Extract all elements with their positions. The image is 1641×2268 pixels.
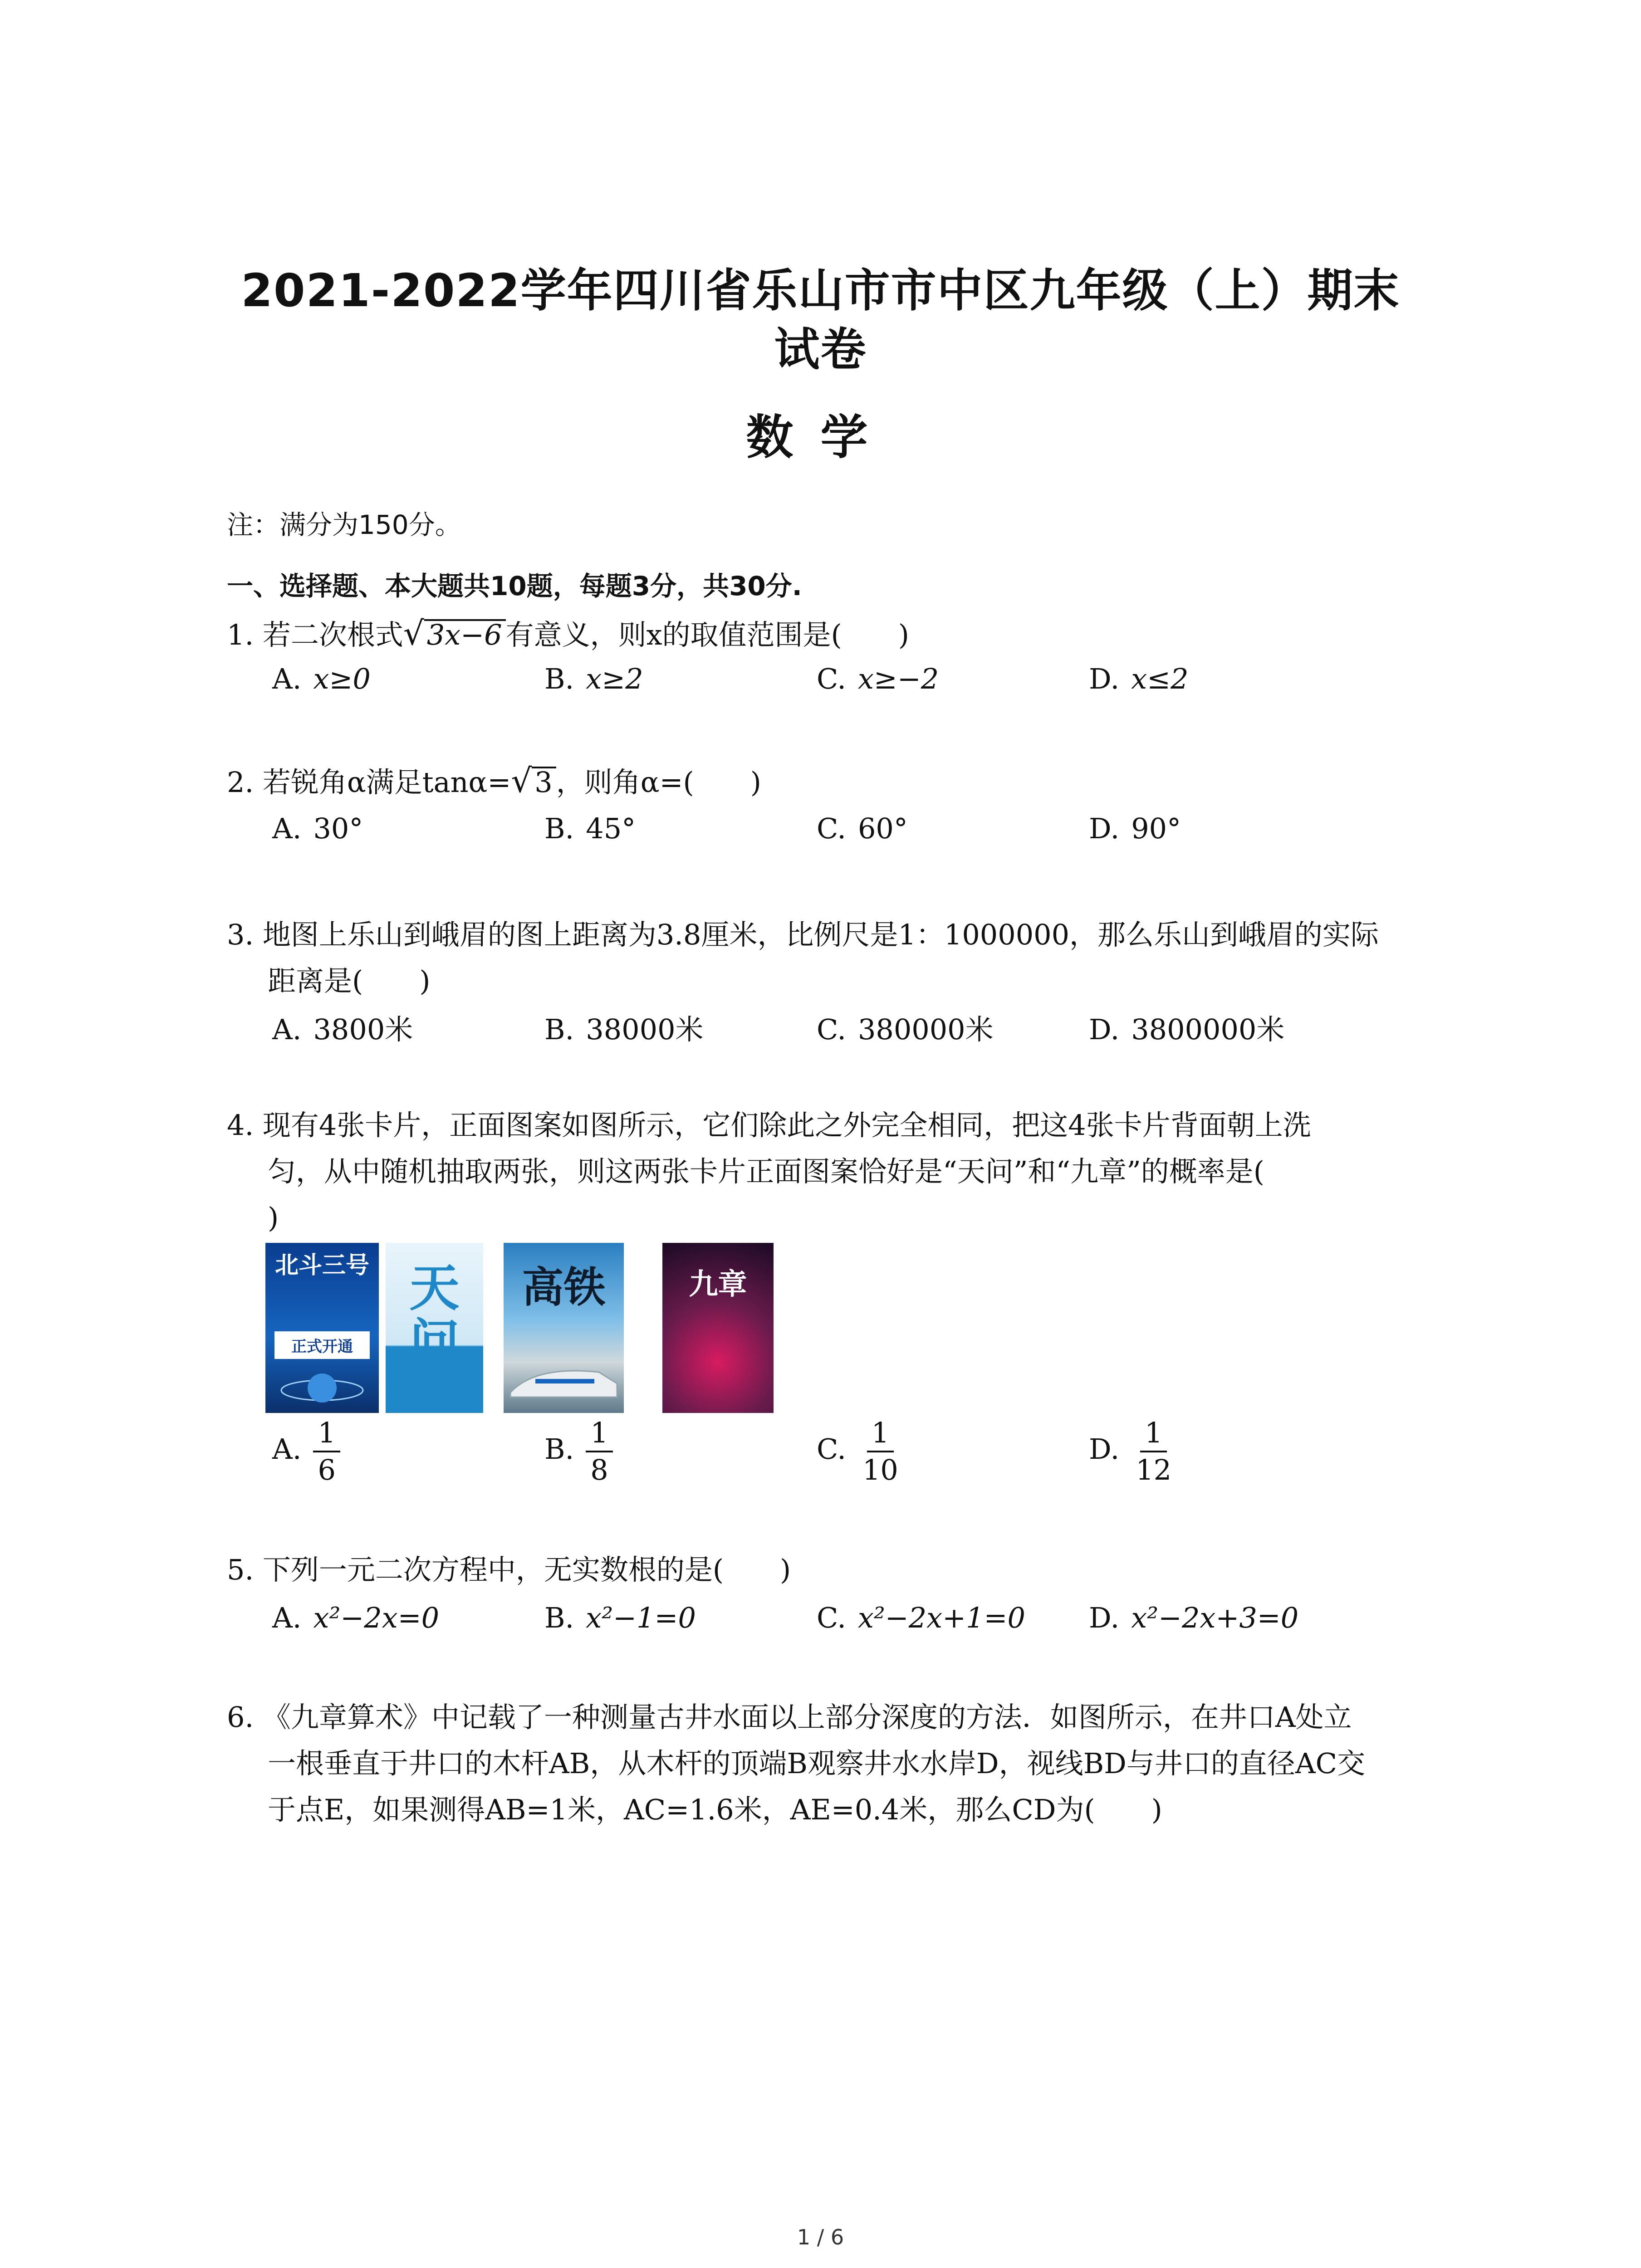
fraction-denominator: 8 (590, 1453, 608, 1486)
card-tianwen (386, 1243, 483, 1413)
q1-option-b-text: x≥2 (586, 662, 643, 695)
option-label: A. (272, 662, 302, 695)
fraction-denominator: 6 (318, 1453, 336, 1486)
question-1-radicand: 3x−6 (426, 618, 502, 651)
question-4-line-2: 匀，从中随机抽取两张，则这两张卡片正面图案恰好是“天问”和“九章”的概率是( (268, 1155, 1264, 1188)
question-1-prefix: 1. 若二次根式 (227, 618, 403, 651)
q4-option-d[interactable] (1089, 1415, 1176, 1488)
option-label: C. (817, 1432, 846, 1466)
option-label: D. (1089, 1601, 1120, 1634)
fraction-denominator: 10 (862, 1453, 898, 1486)
sqrt-sign: √3 (511, 758, 556, 806)
sqrt-sign: √3x−6 (403, 610, 506, 658)
q4-option-b[interactable] (544, 1415, 613, 1488)
option-label: B. (544, 812, 574, 845)
q2-option-d[interactable] (1089, 812, 1181, 845)
option-label: A. (272, 1432, 302, 1466)
card-beidou-title: 北斗三号 (274, 1252, 369, 1279)
q2-option-b-text: 45° (586, 812, 636, 845)
fraction (858, 1415, 903, 1488)
option-label: D. (1089, 1432, 1120, 1466)
fraction (586, 1415, 612, 1488)
q1-option-b[interactable] (544, 662, 643, 695)
q2-option-b[interactable] (544, 812, 636, 845)
q2-option-a[interactable] (272, 812, 363, 845)
option-label: C. (817, 1013, 846, 1046)
fraction (1131, 1415, 1176, 1488)
card-gaotie-title: 高铁 (522, 1263, 606, 1312)
q2-option-d-text: 90° (1131, 812, 1181, 845)
q5-option-c[interactable] (817, 1601, 1025, 1634)
question-4-line-3: ) (268, 1201, 279, 1234)
q2-option-c-text: 60° (857, 812, 908, 845)
section-heading-choice: 一、选择题、本大题共10题，每题3分，共30分. (227, 571, 802, 601)
q5-option-a-text: x²−2x=0 (313, 1601, 440, 1634)
train-icon (508, 1356, 619, 1406)
option-label: B. (544, 662, 574, 695)
q4-option-a[interactable] (272, 1415, 340, 1488)
q3-option-a[interactable] (272, 1007, 413, 1047)
q3-option-c-text: 380000米 (857, 1013, 994, 1046)
page-number: 1 / 6 (797, 2225, 844, 2249)
q5-option-d[interactable] (1089, 1601, 1298, 1634)
option-label: B. (544, 1013, 574, 1046)
card-jiuzhang (662, 1243, 774, 1413)
card-gaotie (504, 1243, 624, 1413)
option-label: A. (272, 812, 302, 845)
q1-option-a[interactable] (272, 662, 371, 695)
option-label: D. (1089, 812, 1120, 845)
question-2-prefix: 2. 若锐角α满足tanα= (227, 766, 511, 799)
question-1-suffix: 有意义，则x的取值范围是( ) (505, 618, 909, 651)
note-full-score: 注：满分为150分。 (227, 509, 461, 540)
option-label: B. (544, 1601, 574, 1634)
question-4-line-1: 4. 现有4张卡片，正面图案如图所示，它们除此之外完全相同，把这4张卡片背面朝上洗 (227, 1109, 1311, 1142)
q3-option-b[interactable] (544, 1007, 704, 1047)
q2-option-a-text: 30° (313, 812, 363, 845)
question-2 (227, 758, 761, 806)
card-tianwen-title: 天问 (409, 1259, 460, 1372)
fraction-denominator: 12 (1136, 1453, 1172, 1486)
option-label: B. (544, 1432, 574, 1466)
question-2-radicand: 3 (532, 767, 556, 797)
card-beidou-subtitle: 正式开通 (274, 1331, 370, 1359)
q1-option-d[interactable] (1089, 662, 1189, 695)
globe-icon (277, 1363, 367, 1408)
card-jiuzhang-title: 九章 (689, 1268, 747, 1301)
q2-option-c[interactable] (817, 812, 908, 845)
subject-heading: 数学 (746, 410, 895, 465)
question-3-line-1: 3. 地图上乐山到峨眉的图上距离为3.8厘米，比例尺是1：1000000，那么乐山到峨眉的实际 (227, 918, 1379, 951)
title-line-1: 2021-2022学年四川省乐山市市中区九年级（上）期末 (241, 264, 1400, 317)
option-label: C. (817, 812, 846, 845)
question-1 (227, 610, 909, 658)
q1-option-d-text: x≤2 (1131, 662, 1189, 695)
q3-option-c[interactable] (817, 1007, 994, 1047)
option-label: D. (1089, 662, 1120, 695)
q3-option-d[interactable] (1089, 1007, 1284, 1047)
option-label: A. (272, 1013, 302, 1046)
fraction-numerator: 1 (867, 1415, 894, 1452)
q5-option-b[interactable] (544, 1601, 696, 1634)
q5-option-c-text: x²−2x+1=0 (857, 1601, 1025, 1634)
q5-option-d-text: x²−2x+3=0 (1131, 1601, 1299, 1634)
question-5: 5. 下列一元二次方程中，无实数根的是( ) (227, 1553, 791, 1586)
q5-option-b-text: x²−1=0 (586, 1601, 696, 1634)
option-label: A. (272, 1601, 302, 1634)
q5-option-a[interactable] (272, 1601, 439, 1634)
question-2-suffix: ，则角α=( ) (556, 766, 761, 799)
q1-option-c-text: x≥−2 (857, 662, 939, 695)
q1-option-a-text: x≥0 (313, 662, 371, 695)
option-label: C. (817, 1601, 846, 1634)
fraction-numerator: 1 (1140, 1415, 1167, 1452)
question-3-line-2: 距离是( ) (268, 964, 431, 997)
title-line-2: 试卷 (774, 323, 867, 376)
option-label: C. (817, 662, 846, 695)
question-6-line-1: 6. 《九章算术》中记载了一种测量古井水面以上部分深度的方法．如图所示，在井口A处立 (227, 1701, 1352, 1734)
fraction-numerator: 1 (586, 1415, 612, 1452)
option-label: D. (1089, 1013, 1120, 1046)
q3-option-a-text: 3800米 (313, 1013, 413, 1046)
fraction-numerator: 1 (313, 1415, 340, 1452)
q3-option-b-text: 38000米 (586, 1013, 704, 1046)
question-6-line-2: 一根垂直于井口的木杆AB，从木杆的顶端B观察井水水岸D，视线BD与井口的直径AC交 (268, 1747, 1366, 1780)
q4-option-c[interactable] (817, 1415, 903, 1488)
card-beidou (265, 1243, 379, 1413)
q3-option-d-text: 3800000米 (1131, 1013, 1285, 1046)
q1-option-c[interactable] (817, 662, 939, 695)
question-6-line-3: 于点E，如果测得AB=1米，AC=1.6米，AE=0.4米，那么CD为( ) (268, 1793, 1162, 1826)
fraction (313, 1415, 340, 1488)
